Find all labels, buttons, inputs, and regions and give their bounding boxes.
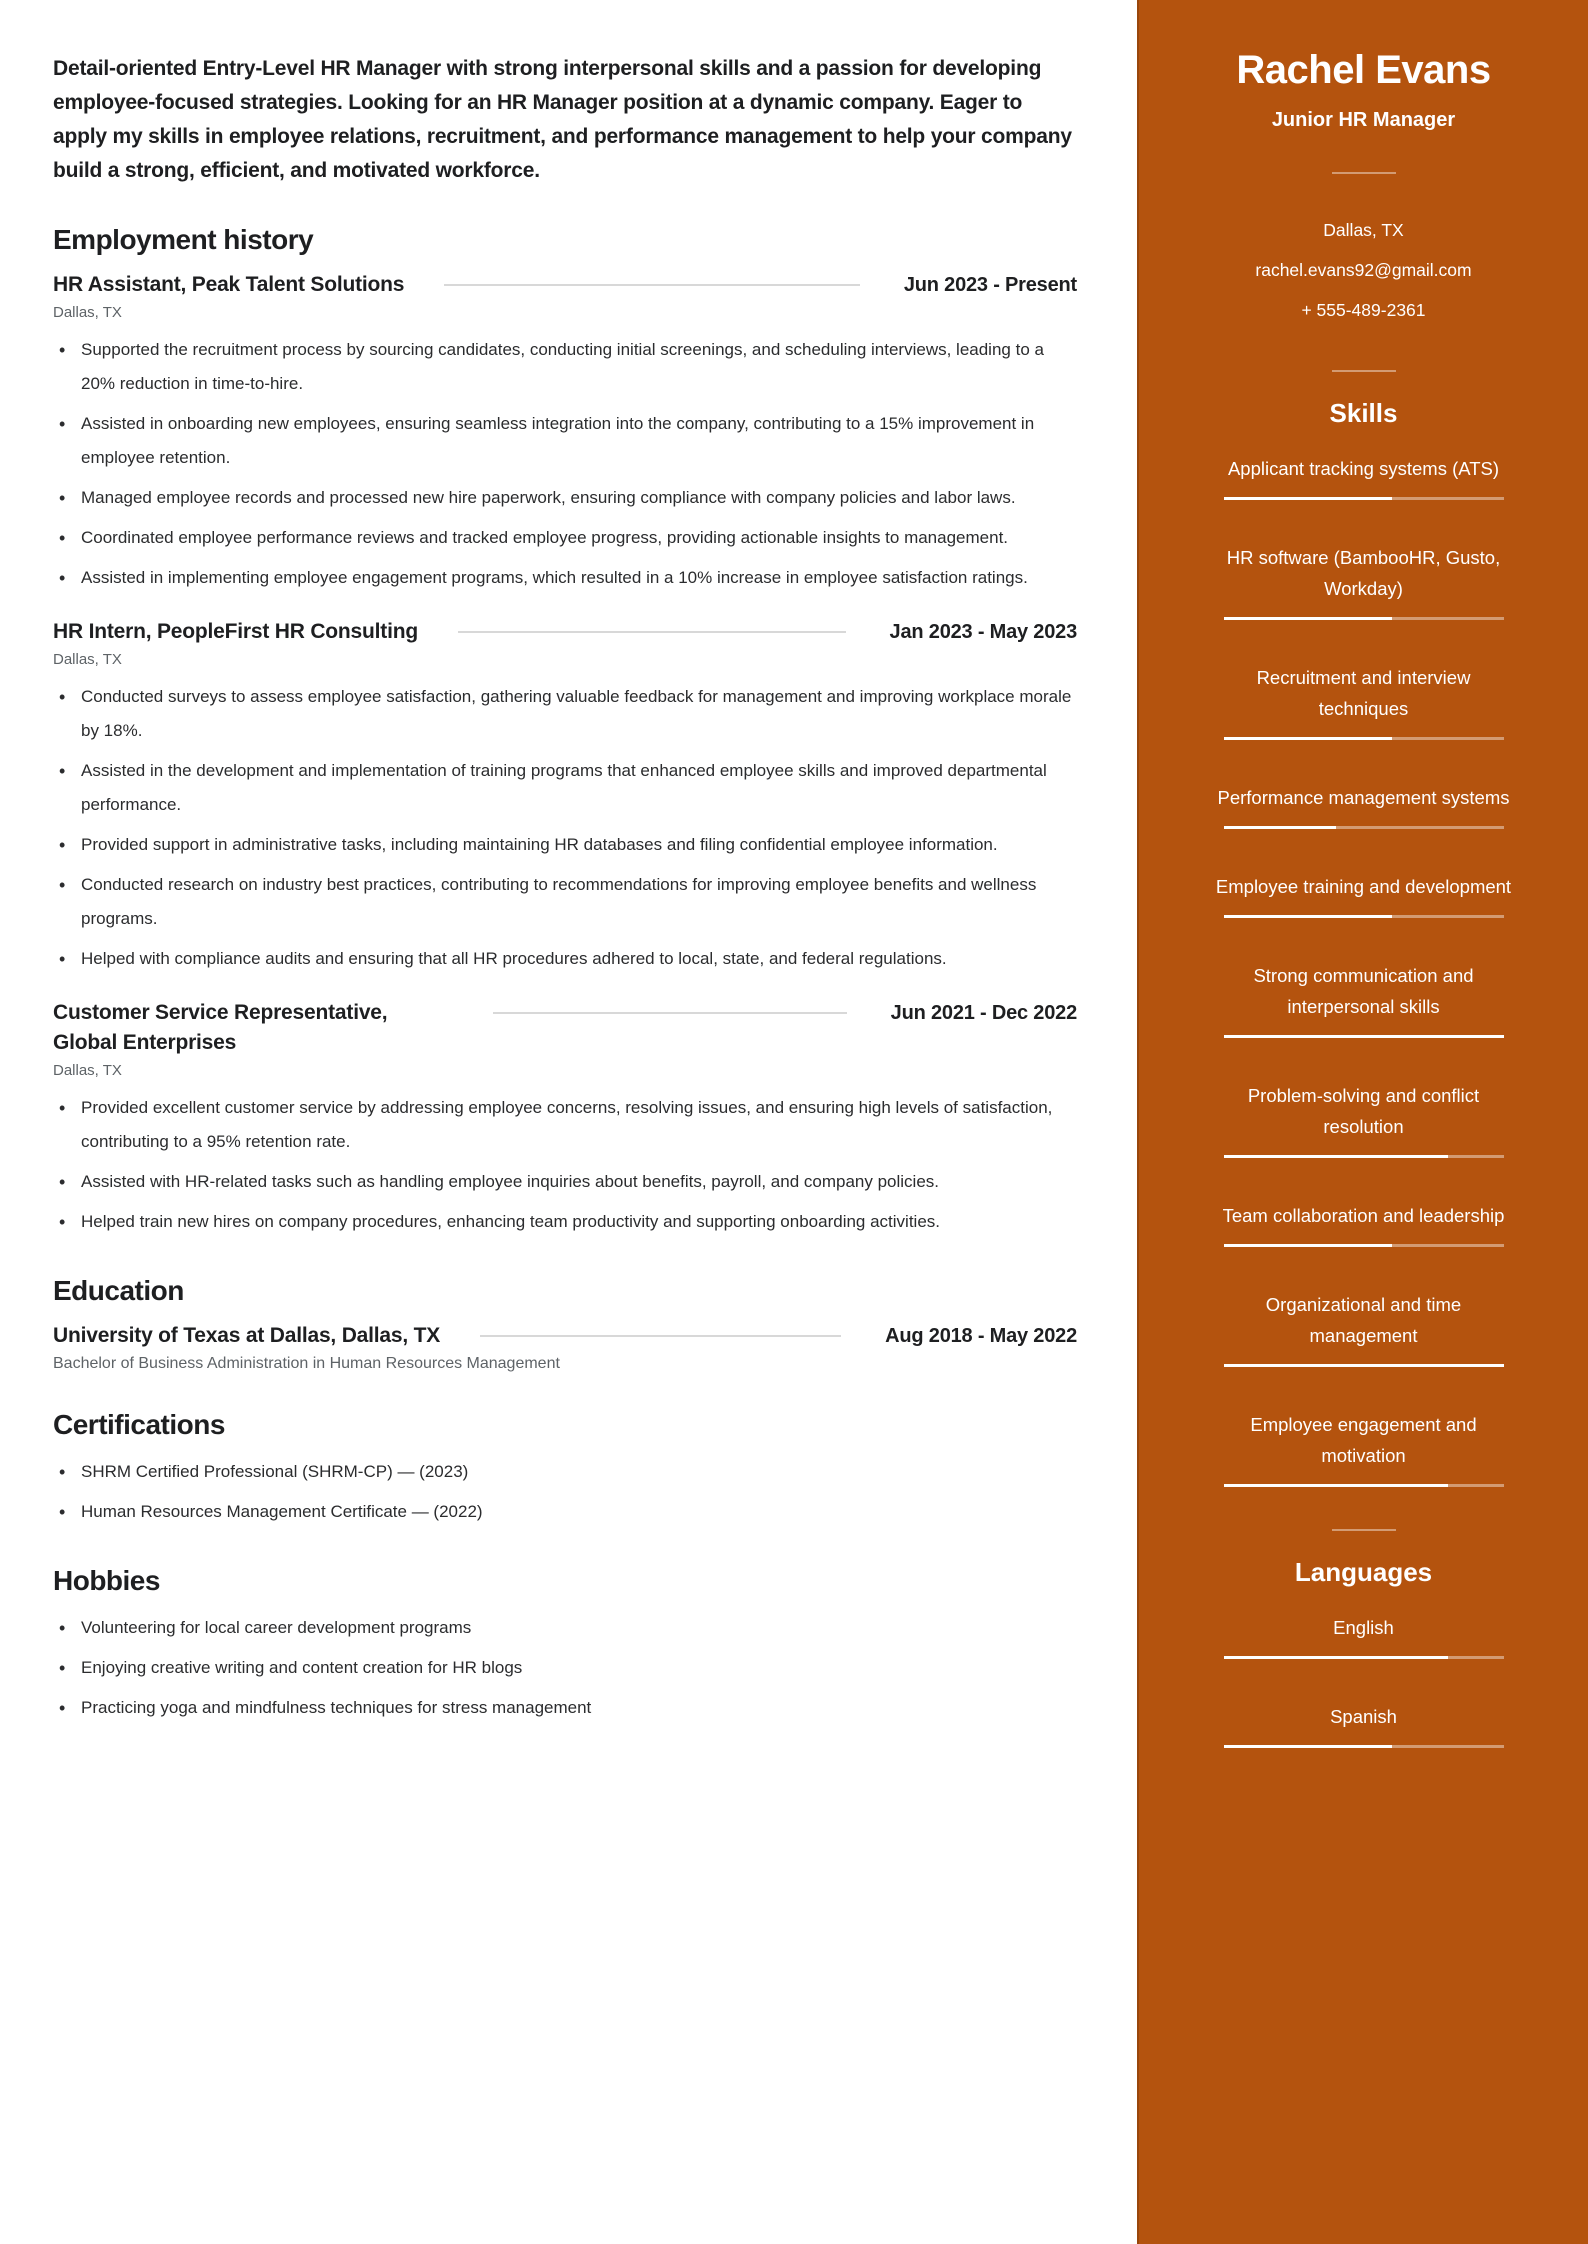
profile-summary: Detail-oriented Entry-Level HR Manager with strong interpersonal skills and a passion for developing employee-focused strategies. Looking for an HR Manager position at a dynamic company. Eager to apply my skills in employee relations, recruitment, and performance management to help your company build a strong, efficient, and motivated workforce. (53, 57, 1072, 182)
person-name: Rachel Evans (1236, 48, 1491, 92)
sidebar-heading-skills: Skills (1329, 398, 1398, 428)
divider-line (493, 1012, 847, 1014)
job-bullet: • Managed employee records and processed new hire paperwork, ensuring compliance with company policies and labor laws. (53, 481, 1077, 515)
job-bullet: • Assisted in the development and implementation of training programs that enhanced employee skills and improved departmental performance. (53, 754, 1077, 822)
skill-label: Applicant tracking systems (ATS) (1227, 458, 1500, 479)
contact-email: rachel.evans92@gmail.com (1255, 260, 1472, 280)
skill-level-fill (1224, 497, 1392, 500)
education-school: University of Texas at Dallas, Dallas, TX (53, 1324, 441, 1347)
education-dates: Aug 2018 - May 2022 (885, 1325, 1077, 1347)
job-bullet: • Helped train new hires on company procedures, enhancing team productivity and supporting onboarding activities. (53, 1205, 1077, 1239)
certification-list (53, 1455, 1077, 1529)
skill-level-fill (1224, 1364, 1504, 1367)
skill-item (1211, 782, 1516, 829)
skill-item (1211, 542, 1516, 620)
skill-level-bar (1224, 826, 1504, 829)
contact-location: Dallas, TX (1323, 220, 1404, 240)
skill-item (1211, 453, 1516, 500)
skill-label: HR software (BambooHR, Gusto, Workday) (1226, 547, 1501, 599)
language-label: Spanish (1330, 1706, 1397, 1727)
job-bullet-list (53, 333, 1077, 595)
job-bullet: • Assisted with HR-related tasks such as handling employee inquiries about benefits, payroll, and company policies. (53, 1165, 1077, 1199)
skill-item (1211, 662, 1516, 740)
certification-item: • SHRM Certified Professional (SHRM-CP) — (2023) (53, 1455, 1077, 1489)
skill-item (1211, 960, 1516, 1038)
divider-line (1332, 1529, 1396, 1531)
skill-level-fill (1224, 617, 1392, 620)
skill-label: Organizational and time management (1265, 1294, 1462, 1346)
job-title: HR Assistant, Peak Talent Solutions (53, 273, 405, 296)
section-heading-certifications: Certifications (53, 1409, 225, 1440)
skill-item (1211, 1289, 1516, 1367)
language-level-fill (1224, 1745, 1392, 1748)
skill-list (1211, 453, 1516, 1487)
language-level-bar (1224, 1656, 1504, 1659)
skill-level-fill (1224, 1244, 1392, 1247)
divider-line (480, 1335, 841, 1337)
job-entry (53, 617, 1077, 976)
language-list (1211, 1612, 1516, 1748)
hobby-list (53, 1611, 1077, 1725)
education-degree: Bachelor of Business Administration in Human Resources Management (53, 1355, 560, 1372)
skill-level-bar (1224, 1364, 1504, 1367)
skill-level-fill (1224, 1035, 1504, 1038)
skill-level-bar (1224, 737, 1504, 740)
hobby-item: • Practicing yoga and mindfulness techniques for stress management (53, 1691, 1077, 1725)
language-level-bar (1224, 1745, 1504, 1748)
job-bullet: • Provided excellent customer service by addressing employee concerns, resolving issues, and ensuring high levels of satisfaction, contributing to a 95% retention rate. (53, 1091, 1077, 1159)
section-heading-hobbies: Hobbies (53, 1565, 160, 1596)
skill-level-bar (1224, 1244, 1504, 1247)
section-heading-employment: Employment history (53, 224, 314, 255)
certification-item: • Human Resources Management Certificate — (2022) (53, 1495, 1077, 1529)
skill-level-bar (1224, 1035, 1504, 1038)
job-bullet: • Coordinated employee performance reviews and tracked employee progress, providing actionable insights to management. (53, 521, 1077, 555)
skill-level-fill (1224, 915, 1392, 918)
job-dates: Jun 2023 - Present (903, 274, 1077, 296)
skill-label: Strong communication and interpersonal skills (1253, 965, 1474, 1017)
job-location: Dallas, TX (53, 651, 122, 668)
skill-level-bar (1224, 617, 1504, 620)
job-title: Customer Service Representative, Global Enterprises (53, 1001, 388, 1054)
contact-block (1211, 210, 1516, 330)
education-entry (53, 1321, 1077, 1373)
job-bullet: • Conducted research on industry best practices, contributing to recommendations for improving employee benefits and wellness programs. (53, 868, 1077, 936)
skill-level-bar (1224, 1155, 1504, 1158)
skill-level-fill (1224, 737, 1392, 740)
skill-level-fill (1224, 1155, 1448, 1158)
job-bullet: • Helped with compliance audits and ensuring that all HR procedures adhered to local, state, and federal regulations. (53, 942, 1077, 976)
job-header (53, 998, 1077, 1058)
job-bullet: • Assisted in onboarding new employees, ensuring seamless integration into the company, contributing to a 15% improvement in employee retention. (53, 407, 1077, 475)
skill-level-fill (1224, 1484, 1448, 1487)
job-bullet: • Supported the recruitment process by sourcing candidates, conducting initial screenings, and scheduling interviews, leading to a 20% reduction in time-to-hire. (53, 333, 1077, 401)
education-header (53, 1321, 1077, 1351)
divider-line (1332, 370, 1396, 372)
languages-block (1211, 1557, 1516, 1748)
hobby-item: • Volunteering for local career development programs (53, 1611, 1077, 1645)
language-item (1211, 1701, 1516, 1748)
job-location: Dallas, TX (53, 1062, 122, 1079)
job-dates: Jan 2023 - May 2023 (889, 621, 1077, 643)
divider-line (458, 631, 846, 633)
hobby-item: • Enjoying creative writing and content creation for HR blogs (53, 1651, 1077, 1685)
skill-level-bar (1224, 1484, 1504, 1487)
language-label: English (1333, 1617, 1394, 1638)
language-item (1211, 1612, 1516, 1659)
skill-level-bar (1224, 497, 1504, 500)
skill-label: Team collaboration and leadership (1222, 1205, 1505, 1226)
skill-label: Performance management systems (1217, 787, 1510, 808)
job-bullet: • Assisted in implementing employee engagement programs, which resulted in a 10% increase in employee satisfaction ratings. (53, 561, 1077, 595)
divider-line (444, 284, 860, 286)
language-level-fill (1224, 1656, 1448, 1659)
person-job-title: Junior HR Manager (1271, 109, 1456, 131)
job-bullet-list (53, 680, 1077, 976)
skill-label: Problem-solving and conflict resolution (1247, 1085, 1480, 1137)
skill-item (1211, 1200, 1516, 1247)
skill-label: Employee training and development (1215, 876, 1512, 897)
skill-item (1211, 1080, 1516, 1158)
job-entry (53, 270, 1077, 595)
skill-label: Employee engagement and motivation (1250, 1414, 1477, 1466)
job-header (53, 617, 1077, 647)
section-heading-education: Education (53, 1275, 184, 1306)
sidebar (1137, 0, 1588, 2244)
job-entry (53, 998, 1077, 1239)
job-bullet-list (53, 1091, 1077, 1239)
job-header (53, 270, 1077, 300)
job-dates: Jun 2021 - Dec 2022 (890, 1002, 1077, 1024)
skill-item (1211, 871, 1516, 918)
skill-item (1211, 1409, 1516, 1487)
job-bullet: • Conducted surveys to assess employee satisfaction, gathering valuable feedback for management and improving workplace morale by 18%. (53, 680, 1077, 748)
skill-level-bar (1224, 915, 1504, 918)
divider-line (1332, 172, 1396, 174)
sidebar-heading-languages: Languages (1294, 1557, 1433, 1587)
contact-phone: + 555-489-2361 (1301, 300, 1426, 320)
job-title: HR Intern, PeopleFirst HR Consulting (53, 620, 418, 643)
job-location: Dallas, TX (53, 304, 122, 321)
skill-level-fill (1224, 826, 1336, 829)
skill-label: Recruitment and interview techniques (1256, 667, 1471, 719)
job-bullet: • Provided support in administrative tasks, including maintaining HR databases and filing confidential employee information. (53, 828, 1077, 862)
